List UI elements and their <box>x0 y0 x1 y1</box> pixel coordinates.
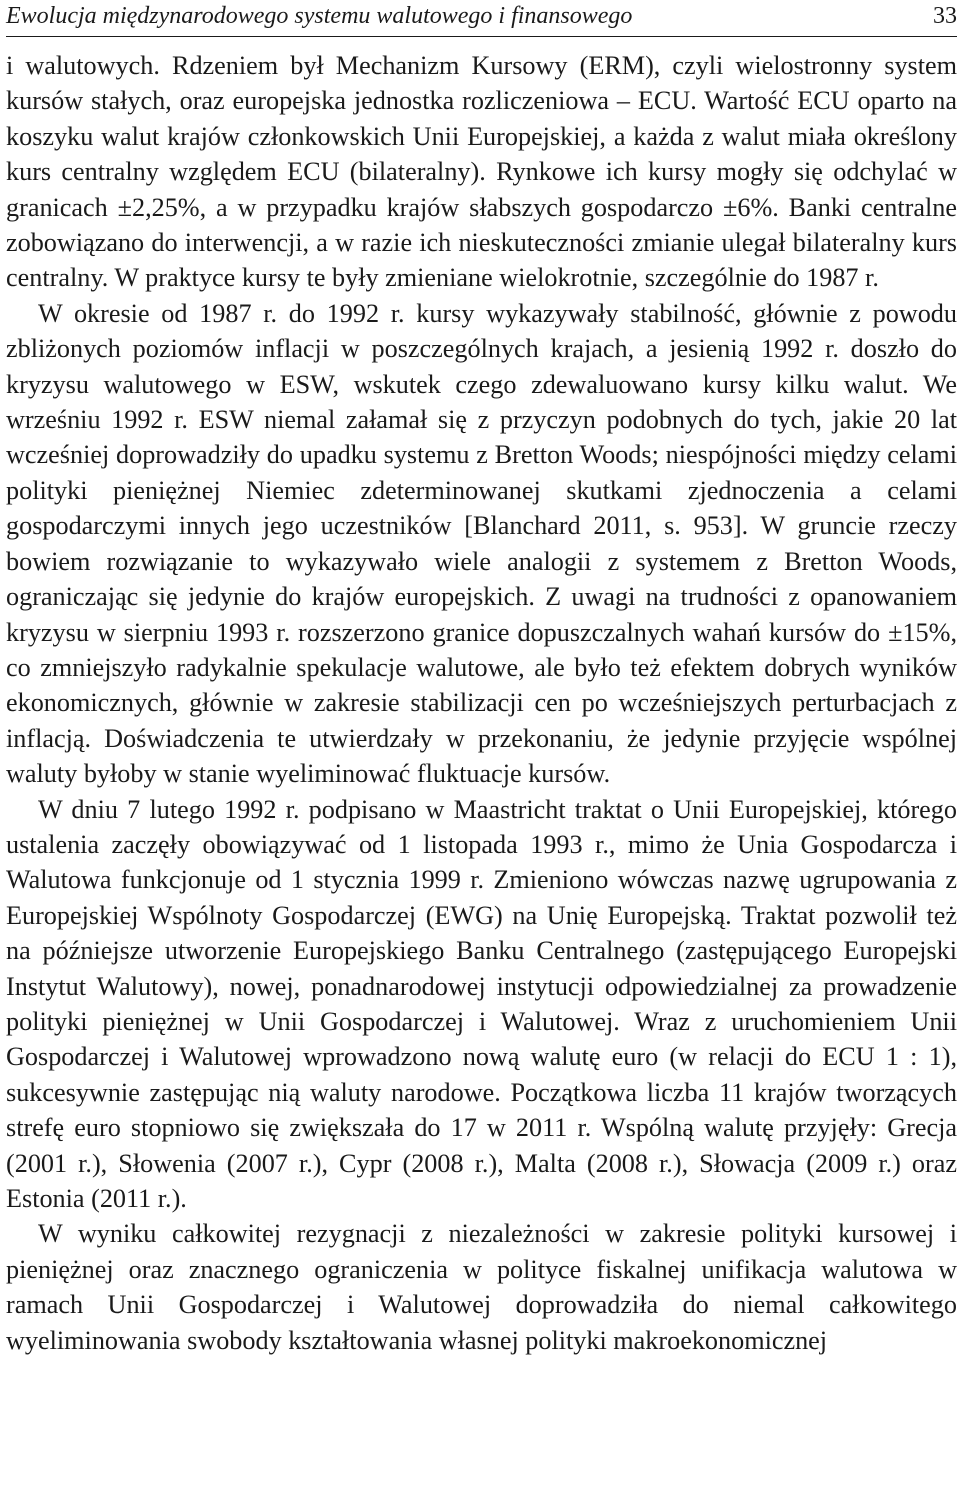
paragraph: W wyniku całkowitej rezygnacji z niezależności w zakresie polityki kursowej i pieniężnej oraz znacznego ograniczenia w polityce fiskalnej unifikacja walutowa w ramach Unii Gospodarczej i Walutowej doprowadziła do niemal całkowitego wyeliminowania swobody kształtowania własnej polityki makroekonomicznej <box>6 1219 957 1355</box>
paragraph: i walutowych. Rdzeniem był Mechanizm Kursowy (ERM), czyli wielostronny system kursów stałych, oraz europejska jednostka rozliczeniowa – ECU. Wartość ECU oparto na koszyku walut krajów członkowskich Unii Europejskiej, a każda z walut miała określony kurs centralny względem ECU (bilateralny). Rynkowe ich kursy mogły się odchylać w granicach ±2,25%, a w przypadku krajów słabszych gospodarczo ±6%. Banki centralne zobowiązano do interwencji, a w razie ich nieskuteczności zmianie ulegał bilateralny kurs centralny. W praktyce kursy te były zmieniane wielokrotnie, szczególnie do 1987 r. <box>6 51 957 293</box>
header-rule <box>6 36 957 37</box>
running-header <box>6 0 957 38</box>
document-page <box>6 0 957 1358</box>
page-number: 33 <box>933 3 957 29</box>
paragraph: W okresie od 1987 r. do 1992 r. kursy wykazywały stabilność, głównie z powodu zbliżonych poziomów inflacji w poszczególnych krajach, a jesienią 1992 r. doszło do kryzysu walutowego w ESW, wskutek czego zdewaluowano kursy kilku walut. We wrześniu 1992 r. ESW niemal załamał się z przyczyn podobnych do tych, jakie 20 lat wcześniej doprowadziły do upadku systemu z Bretton Woods; niespójności między celami polityki pieniężnej Niemiec zdeterminowanej skutkami zjednoczenia a celami gospodarczymi innych jego uczestników [Blanchard 2011, s. 953]. W gruncie rzeczy bowiem rozwiązanie to wykazywało wiele analogii z systemem z Bretton Woods, ograniczając się jedynie do krajów europejskich. Z uwagi na trudności z opanowaniem kryzysu w sierpniu 1993 r. rozszerzono granice dopuszczalnych wahań kursów do ±15%, co zmniejszyło radykalnie spekulacje walutowe, ale było też efektem dobrych wyników ekonomicznych, głównie w zakresie stabilizacji cen po wcześniejszych perturbacjach z inflacją. Doświadczenia te utwierdzały w przekonaniu, że jedynie przyjęcie wspólnej waluty byłoby w stanie wyeliminować fluktuacje kursów. <box>6 298 957 789</box>
paragraph: W dniu 7 lutego 1992 r. podpisano w Maastricht traktat o Unii Europejskiej, którego ustalenia zaczęły obowiązywać od 1 listopada 1993 r., mimo że Unia Gospodarcza i Walutowa funkcjonuje od 1 stycznia 1999 r. Zmieniono wówczas nazwę ugrupowania z Europejskiej Wspólnoty Gospodarczej (EWG) na Unię Europejską. Traktat pozwolił też na późniejsze utworzenie Europejskiego Banku Centralnego (zastępującego Europejski Instytut Walutowy), nowej, ponadnarodowej instytucji odpowiedzialnej za prowadzenie polityki pieniężnej w Unii Gospodarczej i Walutowej. Wraz z uruchomieniem Unii Gospodarczej i Walutowej wprowadzono nową walutę euro (w relacji do ECU 1 : 1), sukcesywnie zastępując nią waluty narodowe. Początkowa liczba 11 krajów tworzących strefę euro stopniowo się zwiększała do 17 w 2011 r. Wspólną walutę przyjęły: Grecja (2001 r.), Słowenia (2007 r.), Cypr (2008 r.), Malta (2008 r.), Słowacja (2009 r.) oraz Estonia (2011 r.). <box>6 794 957 1213</box>
running-title: Ewolucja międzynarodowego systemu walutowego i finansowego <box>6 3 633 29</box>
body-text <box>6 48 957 1358</box>
